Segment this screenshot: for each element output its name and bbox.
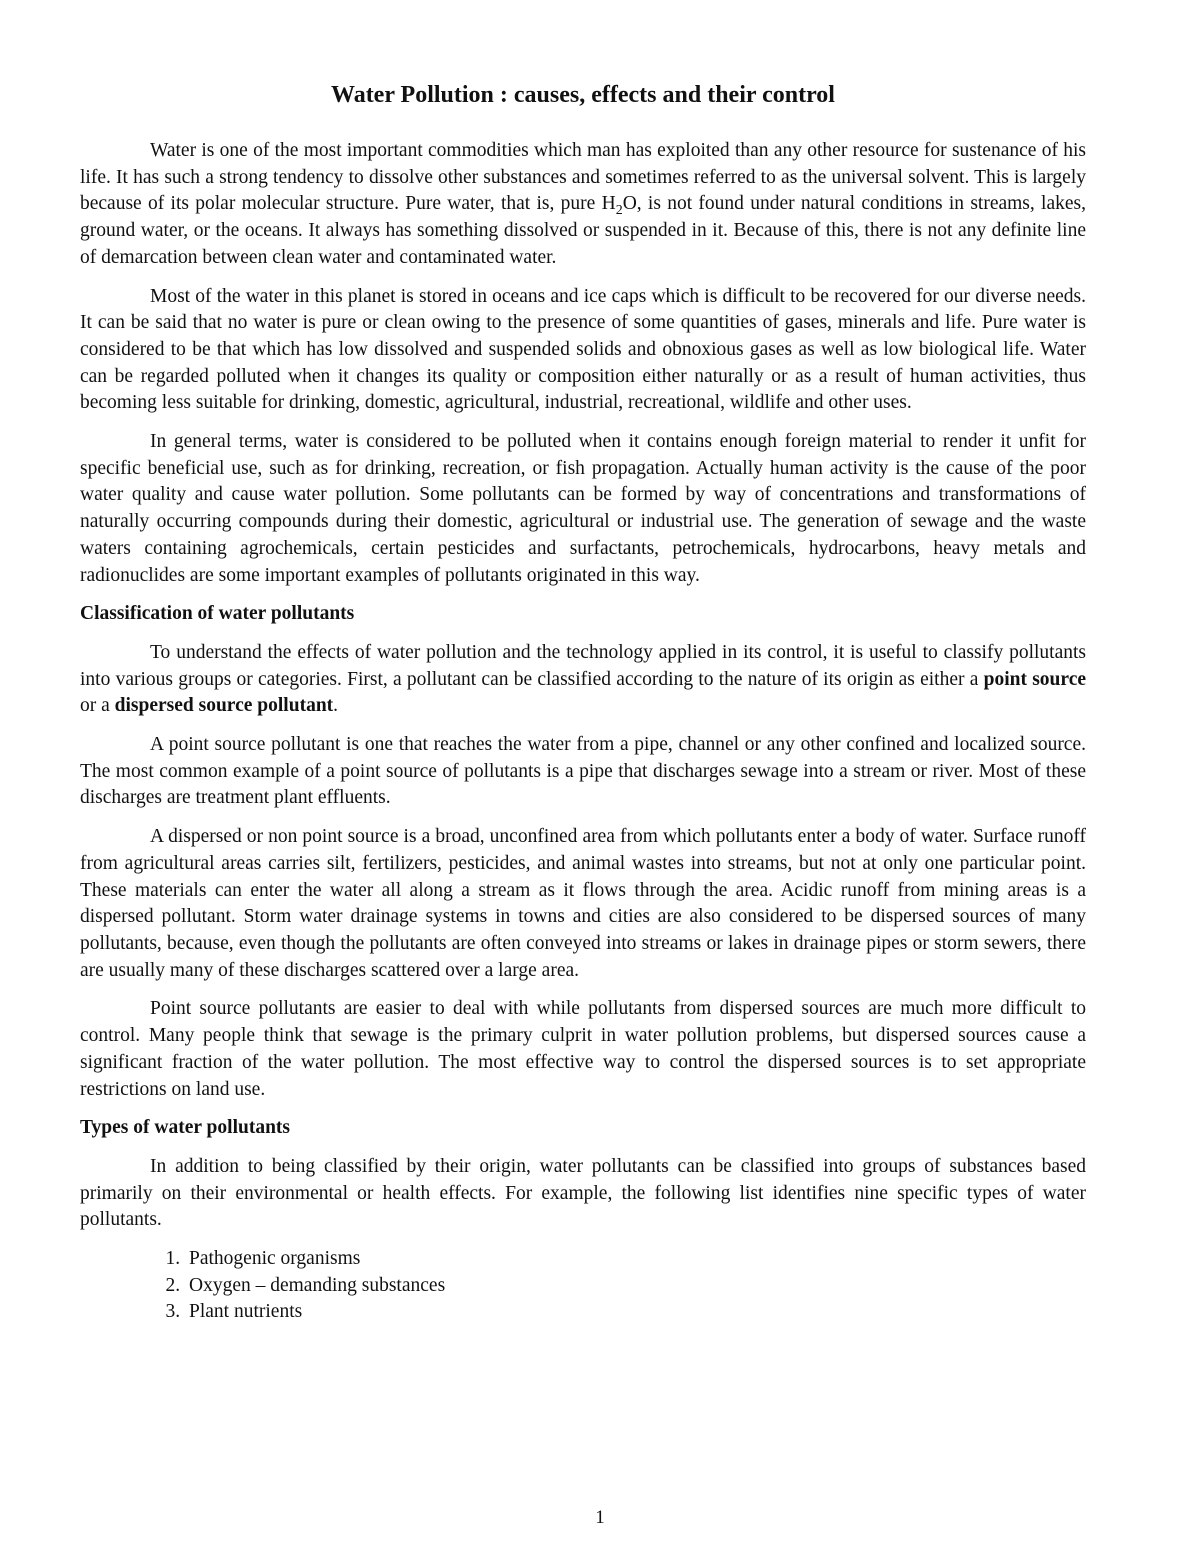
paragraph-5: [80, 732, 1086, 812]
paragraph-4-text-c: .: [333, 695, 339, 717]
list-item: 2. Oxygen – demanding substances: [185, 1273, 1086, 1300]
paragraph-5-text: A point source pollutant is one that reaches the water from a pipe, channel or any other confined and localized source. The most common example of a point source of pollutants is a pipe that discharges sewage into a stream or river. Most of these discharges are treatment plant effluents.: [80, 734, 1086, 809]
paragraph-2: [80, 284, 1086, 418]
paragraph-7-text: Point source pollutants are easier to deal with while pollutants from dispersed sources are much more difficult to control. Many people think that sewage is the primary culprit in water pollution problems, but dispersed sources cause a significant fraction of the water pollution. The most effective way to control the dispersed sources is to set appropriate restrictions on land use.: [80, 998, 1086, 1100]
paragraph-2-text: Most of the water in this planet is stored in oceans and ice caps which is difficult to be recovered for our diverse needs. It can be said that no water is pure or clean owing to the presence of some quantities of gases, minerals and life. Pure water is considered to be that which has low dissolved and suspended solids and obnoxious gases as well as low biological life. Water can be regarded polluted when it changes its quality or composition either naturally or as a result of human activities, thus becoming less suitable for drinking, domestic, agricultural, industrial, recreational, wildlife and other uses.: [80, 285, 1086, 414]
paragraph-4: [80, 640, 1086, 720]
paragraph-4-text-b: or a: [80, 695, 115, 717]
section-heading-classification: Classification of water pollutants: [80, 603, 355, 625]
paragraph-3-text: In general terms, water is considered to be polluted when it contains enough foreign material to render it unfit for specific beneficial use, such as for drinking, recreation, or fish propagation. Actually human activity is the cause of the poor water quality and cause water pollution. Some pollutants can be formed by way of concentrations and transformations of naturally occurring compounds during their domestic, agricultural or industrial use. The generation of sewage and the waste waters containing agrochemicals, certain pesticides and surfactants, petrochemicals, hydrocarbons, heavy metals and radionuclides are some important examples of pollutants originated in this way.: [80, 431, 1086, 586]
paragraph-1: [80, 138, 1086, 272]
pollutant-types-list: [80, 1246, 1086, 1326]
paragraph-1-text-b: O, is not found under natural conditions in streams, lakes, ground water, or the oceans. It always has something dissolved or suspended in it. Because of this, there is not any definite line of demarcation between clean water and contaminated water.: [80, 193, 1086, 268]
paragraph-7: [80, 996, 1086, 1103]
bold-point-source: point source: [983, 668, 1087, 690]
document-page: [80, 80, 1086, 1326]
paragraph-8: [80, 1154, 1086, 1234]
paragraph-4-text-a: To understand the effects of water pollution and the technology applied in its control, it is useful to classify pollutants into various groups or categories. First, a pollutant can be classified according to the nature of its origin as either a: [80, 641, 1086, 690]
paragraph-6-text: A dispersed or non point source is a broad, unconfined area from which pollutants enter a body of water. Surface runoff from agricultural areas carries silt, fertilizers, pesticides, and animal wastes into streams, but not at only one particular point. These materials can enter the water all along a stream as it flows through the area. Acidic runoff from mining areas is a dispersed pollutant. Storm water drainage systems in towns and cities are also considered to be dispersed sources of many pollutants, because, even though the pollutants are often conveyed into streams or lakes in drainage pipes or storm sewers, there are usually many of these discharges scattered over a large area.: [80, 826, 1086, 981]
paragraph-8-text: In addition to being classified by their origin, water pollutants can be classified into groups of substances based primarily on their environmental or health effects. For example, the following list identifies nine specific types of water pollutants.: [80, 1155, 1086, 1231]
section-heading-types: Types of water pollutants: [80, 1117, 290, 1139]
subscript-2: 2: [615, 203, 623, 219]
paragraph-3: [80, 429, 1086, 589]
paragraph-6: [80, 824, 1086, 984]
paragraph-1-text-a: Water is one of the most important commodities which man has exploited than any other resource for sustenance of his life. It has such a strong tendency to dissolve other substances and sometimes referred to as the universal solvent. This is largely because of its polar molecular structure. Pure water, that is, pure H: [80, 140, 1086, 215]
page-title: Water Pollution : causes, effects and their control: [331, 82, 835, 108]
page-number: 1: [595, 1507, 605, 1528]
list-item: 1. Pathogenic organisms: [185, 1246, 1086, 1273]
bold-dispersed-source: dispersed source pollutant: [114, 695, 334, 717]
list-item: 3. Plant nutrients: [185, 1299, 1086, 1326]
